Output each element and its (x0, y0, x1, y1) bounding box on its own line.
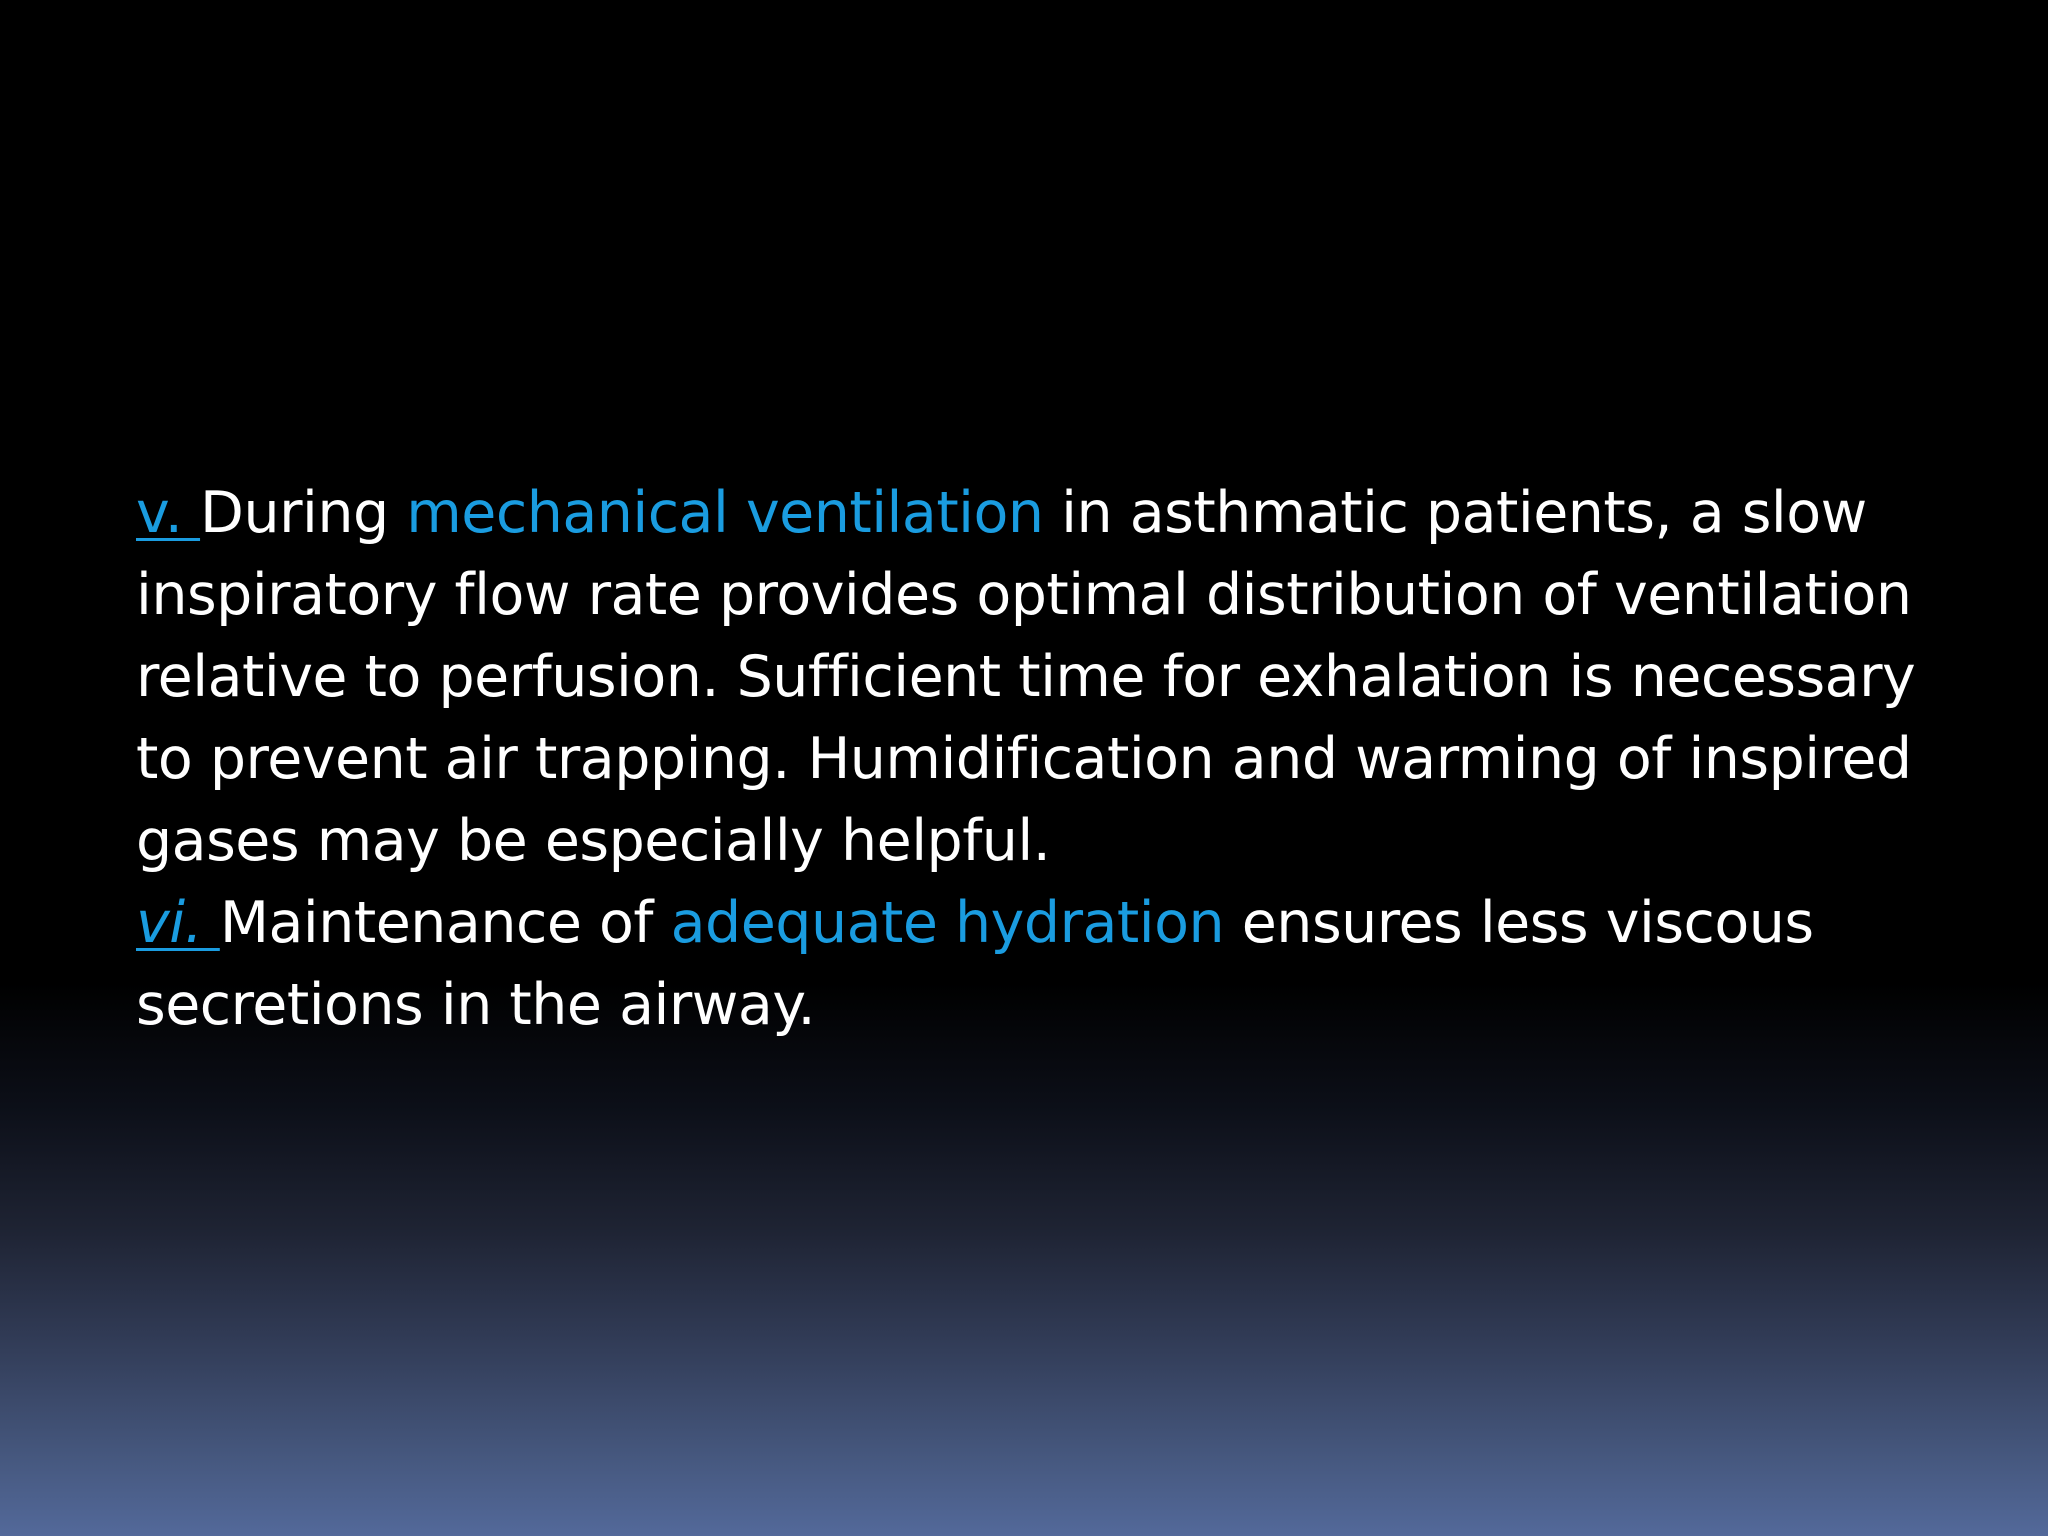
paragraph-v-text-before: During (200, 480, 407, 546)
highlight-mechanical-ventilation: mechanical ventilation (406, 480, 1044, 546)
paragraph-v-text-after: in asthmatic patients, a slow inspiratory flow rate provides optimal distribution of ventilation relative to perfusion. Sufficient time for exhalation is necessary to prevent air trapping. Humidification and warming of inspired gases may be especially helpful. (136, 480, 1916, 874)
paragraph-vi-text-after: ensures less viscous secretions in the airway. (136, 890, 1814, 1038)
highlight-adequate-hydration: adequate hydration (670, 890, 1225, 956)
paragraph-vi-text-before: Maintenance of (219, 890, 671, 956)
slide-body (136, 472, 1956, 1046)
list-marker-v: v. (136, 480, 201, 546)
list-marker-vi: vi. (136, 890, 220, 956)
paragraph-v (136, 472, 1956, 882)
paragraph-vi (136, 882, 1956, 1046)
